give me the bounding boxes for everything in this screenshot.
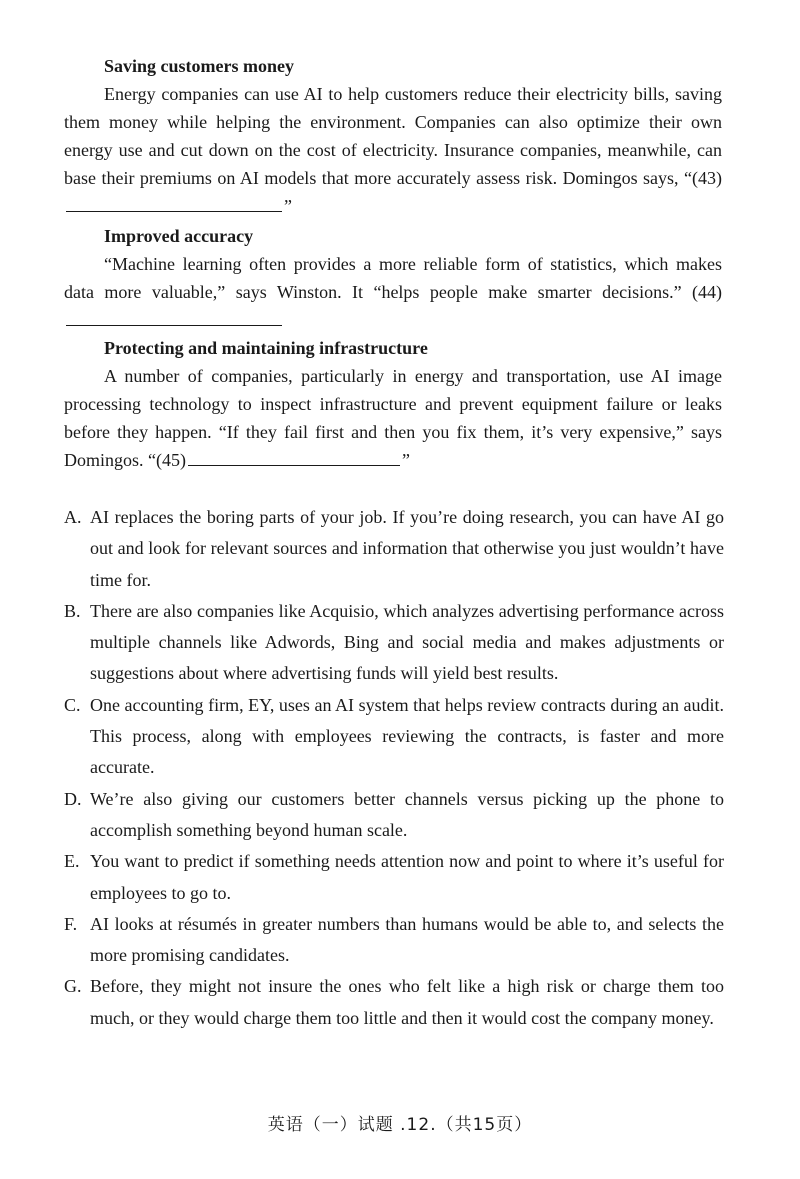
option-b[interactable] [64,596,724,690]
option-a[interactable] [64,502,724,596]
option-text: There are also companies like Acquisio, which analyzes advertising performance across multiple channels like Adwords, Bing and social media and makes adjustments or suggestions about where advertising funds will yield best results. [90,600,724,684]
section-protecting-infrastructure [64,334,722,474]
option-letter: E. [64,851,80,872]
paragraph-text: A number of companies, particularly in energy and transportation, use AI image processing technology to inspect infrastructure and prevent equipment failure or leaks before they happen. “If they fail first and then you fix them, it’s very expensive,” says Domingos. “(45) [64,366,722,470]
option-f[interactable] [64,909,724,972]
section-heading: Saving customers money [104,56,294,76]
paragraph-text: Energy companies can use AI to help customers reduce their electricity bills, saving them money while helping the environment. Companies can also optimize their own energy use and cut down on the cost of electricity. Insurance companies, meanwhile, can base their premiums on AI models that more accurately assess risk. Domingos says, “(43) [64,84,722,188]
option-text: We’re also giving our customers better channels versus picking up the phone to accomplish something beyond human scale. [90,788,724,840]
option-letter: G. [64,976,82,997]
option-text: AI looks at résumés in greater numbers than humans would be able to, and selects the more promising candidates. [90,913,724,966]
option-e[interactable] [64,846,724,909]
closing-quote: ” [284,196,292,216]
closing-quote: ” [401,450,410,470]
answer-blank-44[interactable] [66,307,282,326]
option-letter: C. [64,694,81,715]
section-paragraph [64,80,722,220]
option-text: You want to predict if something needs attention now and point to where it’s useful for employees to go to. [90,851,724,903]
paragraph-text: “Machine learning often provides a more reliable form of statistics, which makes data more valuable,” says Winston. It “helps people make smarter decisions.” (44) [64,254,722,302]
option-g[interactable] [64,971,724,1034]
option-c[interactable] [64,690,724,784]
section-saving-customers-money [64,52,722,220]
section-heading: Improved accuracy [104,226,254,246]
option-d[interactable] [64,784,724,847]
page-footer: 英语（一）试题 .12.（共15页） [267,1115,533,1135]
section-heading: Protecting and maintaining infrastructure [104,338,428,358]
option-letter: F. [64,913,78,934]
option-letter: D. [64,788,82,809]
section-improved-accuracy [64,222,722,334]
section-paragraph [64,362,722,474]
option-text: Before, they might not insure the ones who felt like a high risk or charge them too much, or they would charge them too little and then it would cost the company money. [90,976,724,1028]
answer-blank-45[interactable] [188,447,400,466]
option-text: AI replaces the boring parts of your job. If you’re doing research, you can have AI go out and look for relevant sources and information that otherwise you just wouldn’t have time for. [90,507,724,590]
option-text: One accounting firm, EY, uses an AI system that helps review contracts during an audit. This process, along with employees reviewing the contracts, is faster and more accurate. [90,694,724,778]
option-letter: B. [64,600,81,621]
options-list [64,502,724,1034]
answer-blank-43[interactable] [66,193,282,212]
section-paragraph [64,250,722,334]
option-letter: A. [64,507,82,527]
